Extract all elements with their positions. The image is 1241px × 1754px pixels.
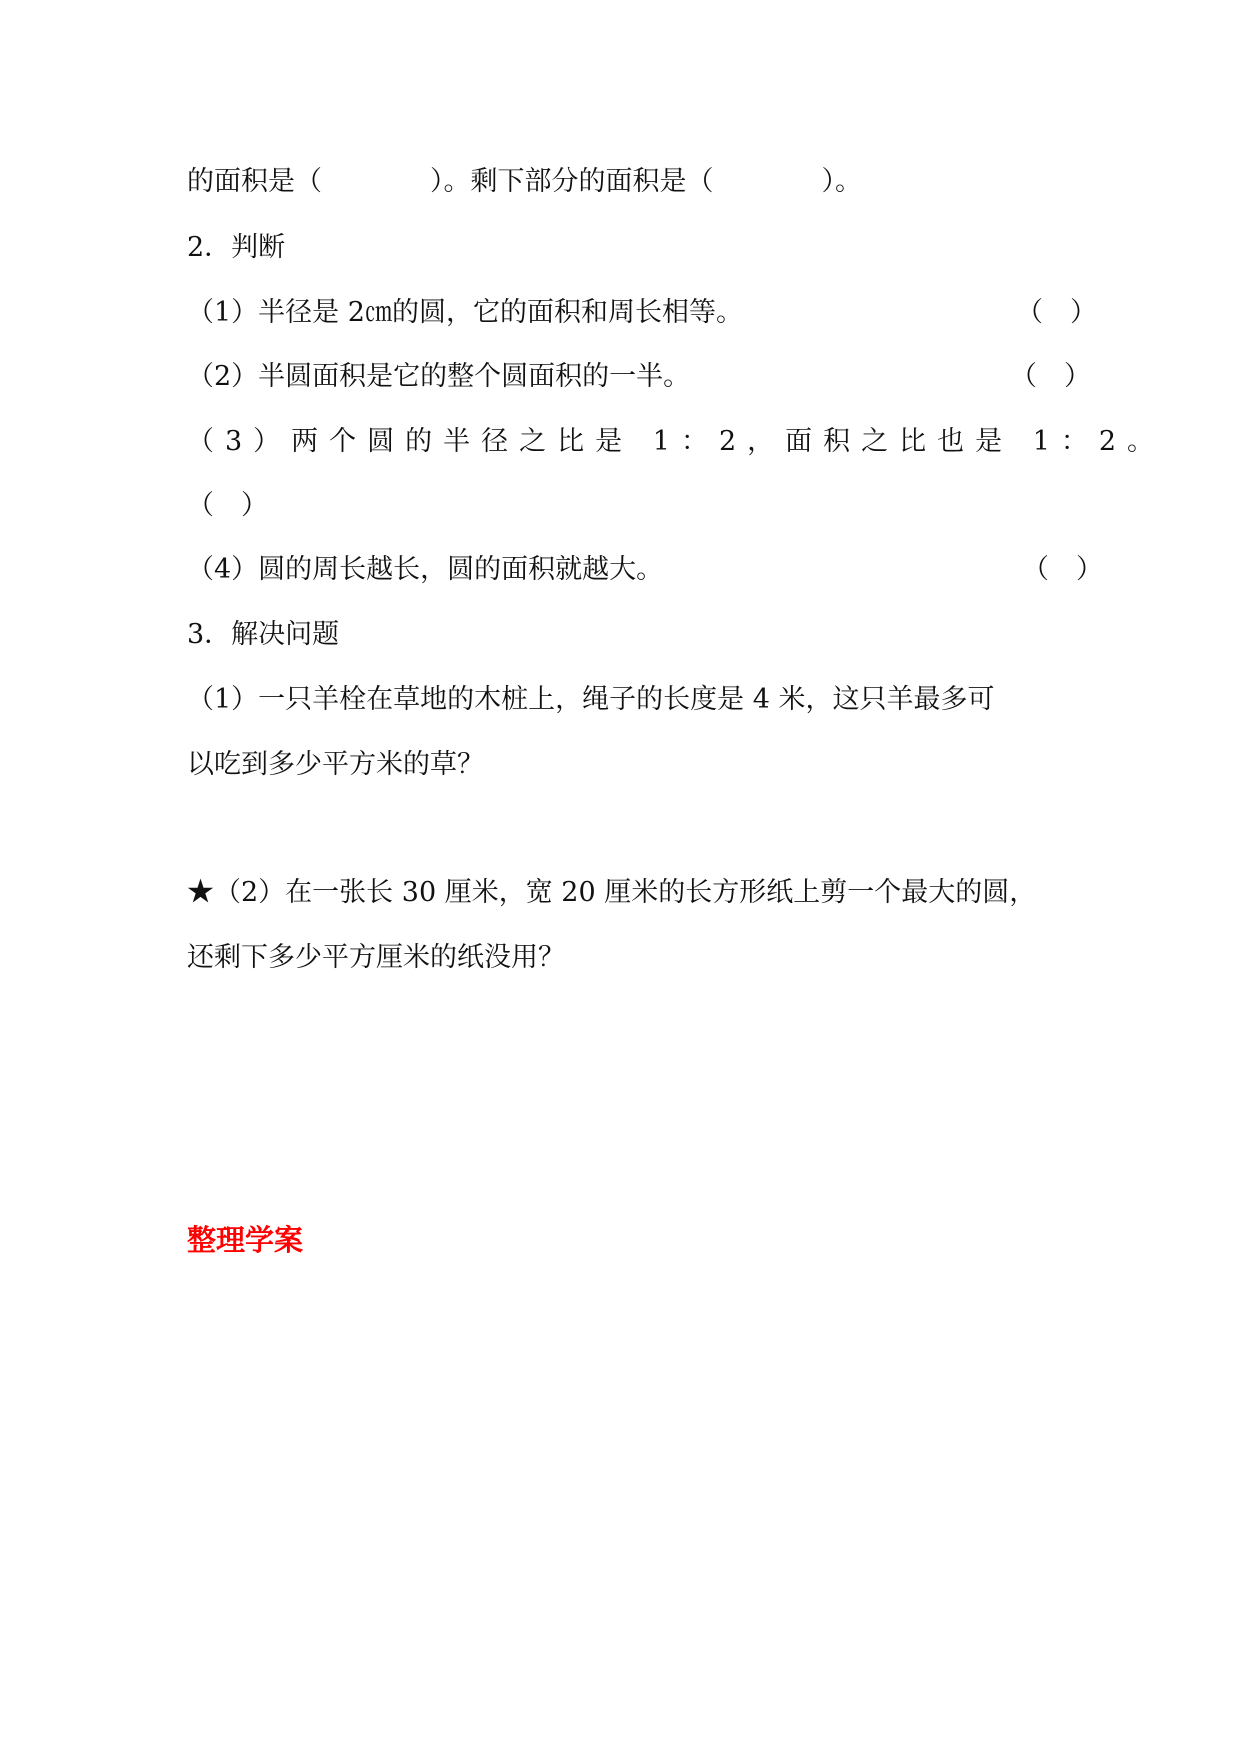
judge-item-4: （4）圆的周长越长，圆的面积就越大。 — [187, 554, 664, 585]
section-3-title: 3．解决问题 — [187, 619, 340, 650]
fill-blank-line: 的面积是（ ）。剩下部分的面积是（ ）。 — [187, 166, 862, 197]
problem-2-line-2: 还剩下多少平方厘米的纸没用？ — [187, 942, 565, 973]
answer-paren-3[interactable]: （ ） — [187, 490, 268, 521]
section-2-title: 2．判断 — [187, 232, 286, 263]
answer-paren-1[interactable]: （ ） — [1016, 297, 1097, 328]
answer-paren-2[interactable]: （ ） — [1010, 361, 1091, 392]
section-heading: 整理学案 — [187, 1223, 304, 1257]
judge-item-3: （3）两个圆的半径之比是 1：2，面积之比也是 1：2。 — [187, 426, 1166, 457]
problem-1-line-2: 以吃到多少平方米的草？ — [187, 749, 484, 780]
judge-item-2: （2）半圆面积是它的整个圆面积的一半。 — [187, 361, 691, 392]
judge-item-1: （1）半径是 2㎝的圆，它的面积和周长相等。 — [187, 297, 743, 328]
problem-1-line-1: （1）一只羊栓在草地的木桩上，绳子的长度是 4 米，这只羊最多可 — [187, 684, 995, 715]
answer-paren-4[interactable]: （ ） — [1022, 554, 1103, 585]
problem-2-line-1: ★（2）在一张长 30 厘米，宽 20 厘米的长方形纸上剪一个最大的圆， — [187, 877, 1037, 908]
